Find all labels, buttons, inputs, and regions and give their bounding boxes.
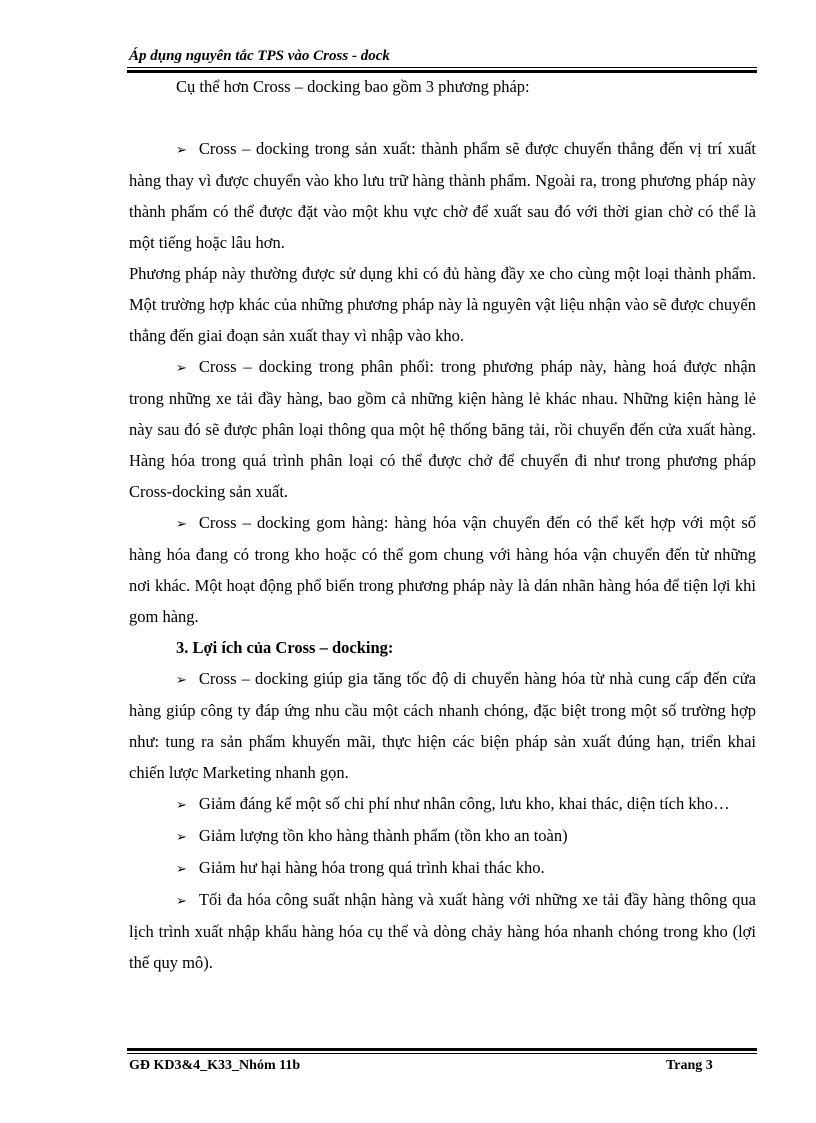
method-distribution-text: Cross – docking trong phân phối: trong phương pháp này, hàng hoá được nhận trong những xe tải đầy hàng, bao gồm cả những kiện hàng lẻ khác nhau. Những kiện hàng lẻ này sau đó sẽ được phân loại thông qua một hệ thống băng tải, rồi chuyển đến cửa xuất hàng. Hàng hóa trong quá trình phân loại có thể được chở để chuyển đi như trong phương pháp Cross-docking sản xuất. xyxy=(129,357,756,501)
footer-group-label: GĐ KD3&4_K33_Nhóm 11b xyxy=(129,1058,301,1073)
method-production xyxy=(129,133,756,258)
arrow-bullet-icon: ➢ xyxy=(176,142,187,157)
footer-rule-thin xyxy=(127,1053,757,1054)
intro-paragraph: Cụ thể hơn Cross – docking bao gồm 3 phương pháp: xyxy=(176,77,530,96)
arrow-bullet-icon: ➢ xyxy=(176,797,187,812)
arrow-bullet-icon: ➢ xyxy=(176,829,187,844)
footer-rule-thick xyxy=(127,1048,757,1051)
benefit-item xyxy=(129,788,756,820)
benefit-text: Tối đa hóa công suất nhận hàng và xuất hàng với những xe tải đầy hàng thông qua lịch trình xuất nhập khẩu hàng hóa cụ thể và dòng chảy hàng hóa nhanh chóng trong kho (lợi thế quy mô). xyxy=(129,890,756,972)
arrow-bullet-icon: ➢ xyxy=(176,360,187,375)
benefit-item xyxy=(129,663,756,788)
method-distribution xyxy=(129,351,756,507)
arrow-bullet-icon: ➢ xyxy=(176,672,187,687)
arrow-bullet-icon: ➢ xyxy=(176,516,187,531)
header-rule-thin xyxy=(127,67,757,68)
benefit-text: Giảm hư hại hàng hóa trong quá trình khai thác kho. xyxy=(198,858,545,877)
arrow-bullet-icon: ➢ xyxy=(176,893,187,908)
method-production-text: Cross – docking trong sản xuất: thành phẩm sẽ được chuyển thẳng đến vị trí xuất hàng thay vì được chuyển vào kho lưu trữ hàng thành phẩm. Ngoài ra, trong phương pháp này thành phẩm có thể được đặt vào một khu vực chờ để xuất sau đó với thời gian chờ có thể là một tiếng hoặc lâu hơn. xyxy=(129,139,756,252)
benefit-item xyxy=(129,852,756,884)
method-consolidation xyxy=(129,507,756,632)
benefit-text: Giảm đáng kể một số chi phí như nhân công, lưu kho, khai thác, diện tích kho… xyxy=(198,794,730,813)
section-heading: 3. Lợi ích của Cross – docking: xyxy=(176,638,394,657)
method-production-note: Phương pháp này thường được sử dụng khi có đủ hàng đầy xe cho cùng một loại thành phẩm. Một trường hợp khác của những phương pháp này là nguyên vật liệu nhận vào sẽ được chuyển thẳng đến giai đoạn sản xuất thay vì nhập vào kho. xyxy=(129,264,756,345)
page-body xyxy=(129,71,756,978)
page-header-title: Áp dụng nguyên tắc TPS vào Cross - dock xyxy=(129,48,390,64)
benefit-text: Cross – docking giúp gia tăng tốc độ di chuyển hàng hóa từ nhà cung cấp đến cửa hàng giúp công ty đáp ứng nhu cầu một cách nhanh chóng, đặc biệt trong một số trường hợp như: tung ra sản phẩm khuyến mãi, thực hiện các biện pháp sản xuất đúng hạn, triển khai chiến lược Marketing nhanh gọn. xyxy=(129,669,756,782)
page-number: Trang 3 xyxy=(666,1058,713,1073)
method-consolidation-text: Cross – docking gom hàng: hàng hóa vận chuyển đến có thể kết hợp với một số hàng hóa đang có trong kho hoặc có thể gom chung với hàng hóa vận chuyển đến từ những nơi khác. Một hoạt động phổ biến trong phương pháp này là dán nhãn hàng hóa để tiện lợi khi gom hàng. xyxy=(129,513,756,626)
benefit-item xyxy=(129,820,756,852)
benefit-item xyxy=(129,884,756,978)
arrow-bullet-icon: ➢ xyxy=(176,861,187,876)
benefit-text: Giảm lượng tồn kho hàng thành phẩm (tồn kho an toàn) xyxy=(198,826,568,845)
